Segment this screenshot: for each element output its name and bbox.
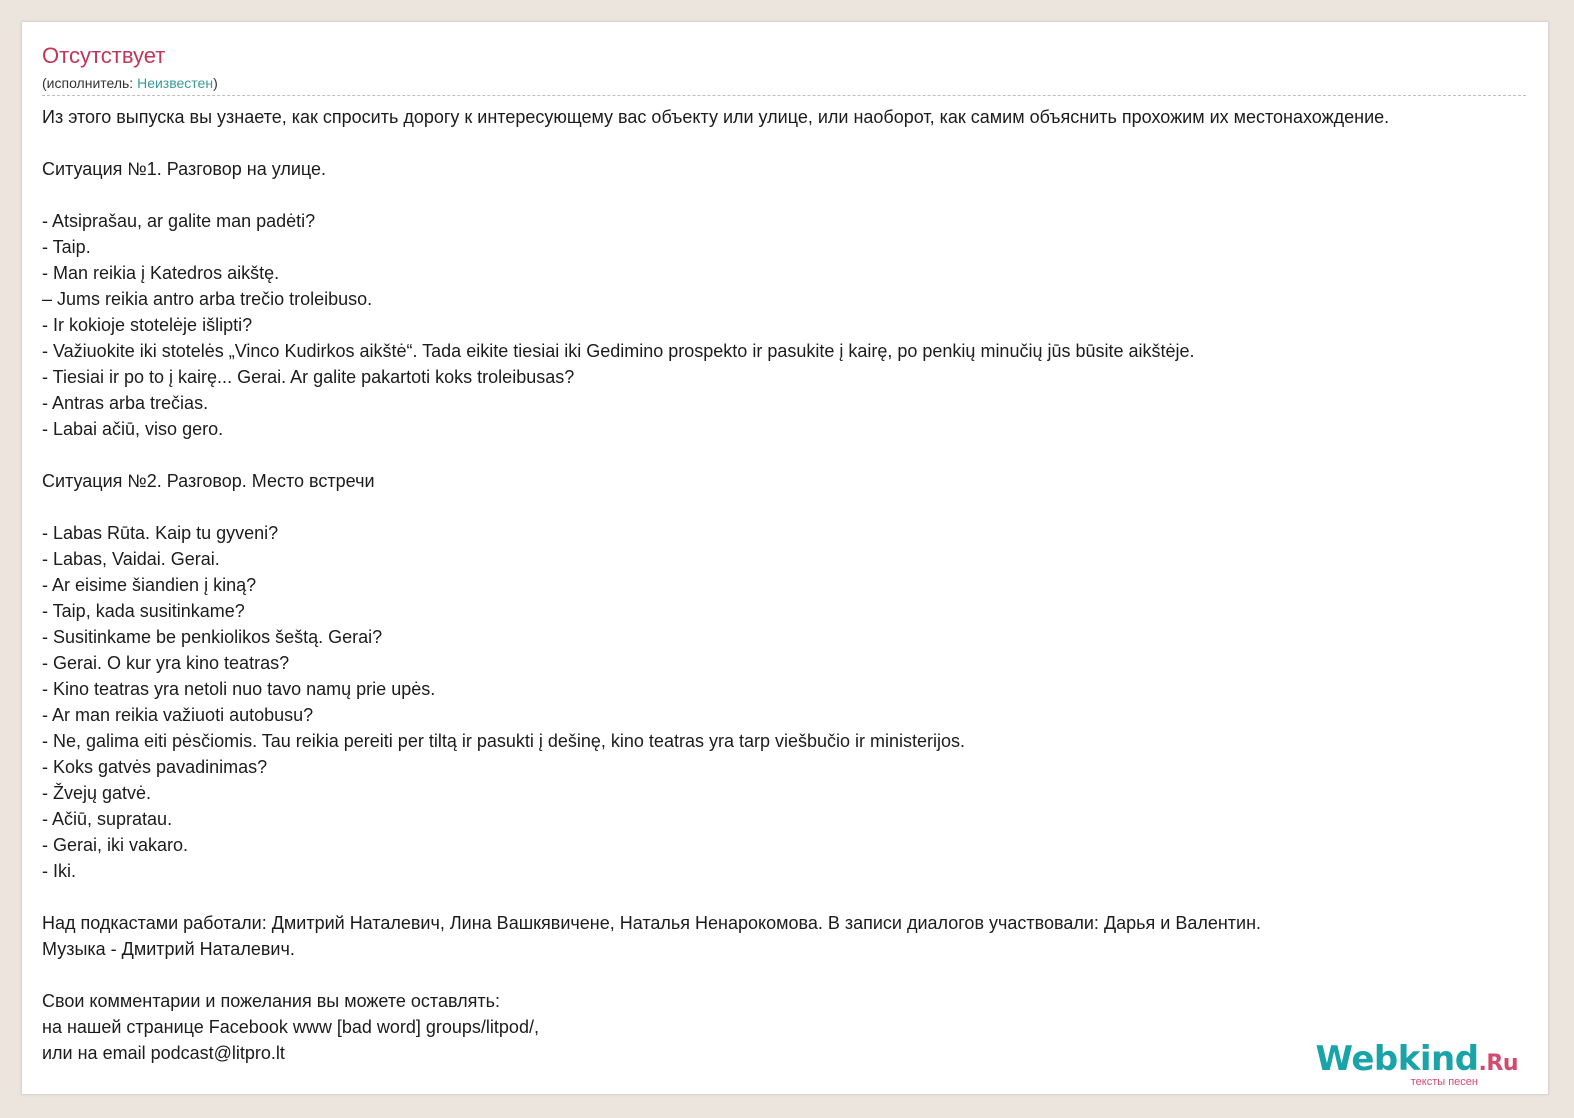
lyrics-line: Ситуация №1. Разговор на улице. [42, 159, 327, 179]
lyrics-line: - Žvejų gatvė. [42, 783, 152, 803]
lyrics-line: Над подкастами работали: Дмитрий Наталевич, Лина Вашкявичене, Наталья Ненарокомова. В записи диалогов участвовали: Дарья и Валентин. [42, 913, 1262, 933]
lyrics-line: - Antras arba trečias. [42, 393, 209, 413]
lyrics-line: - Koks gatvės pavadinimas? [42, 757, 268, 777]
artist-link[interactable]: Неизвестен [137, 75, 214, 91]
lyrics-line: - Taip, kada susitinkame? [42, 601, 245, 621]
song-title: Отсутствует [42, 43, 166, 68]
lyrics-blank-line [42, 884, 1389, 910]
lyrics-card [21, 21, 1549, 1095]
lyrics-line: - Gerai, iki vakaro. [42, 835, 189, 855]
artist-prefix: (исполнитель: [42, 75, 138, 91]
lyrics-line: - Tiesiai ir po to į kairę... Gerai. Ar galite pakartoti koks troleibusas? [42, 367, 575, 387]
lyrics-line: – Jums reikia antro arba trečio troleibuso. [42, 289, 373, 309]
lyrics-blank-line [42, 962, 1389, 988]
lyrics-line: Свои комментарии и пожелания вы можете оставлять: [42, 991, 500, 1011]
artist-suffix: ) [213, 75, 218, 91]
lyrics-line: Из этого выпуска вы узнаете, как спросить дорогу к интересующему вас объекту или улице, или наоборот, как самим объяснить прохожим их местонахождение. [42, 107, 1390, 127]
lyrics-blank-line [42, 494, 1389, 520]
lyrics-line: на нашей странице Facebook www [bad word] groups/litpod/, [42, 1017, 539, 1037]
logo-tagline: тексты песен [1410, 1076, 1478, 1088]
lyrics-blank-line [42, 442, 1389, 468]
lyrics-line: - Ne, galima eiti pėsčiomis. Tau reikia pereiti per tiltą ir pasukti į dešinę, kino teatras yra tarp viešbučio ir ministerijos. [42, 731, 966, 751]
lyrics-line: - Kino teatras yra netoli nuo tavo namų prie upės. [42, 679, 436, 699]
lyrics-line: - Ar man reikia važiuoti autobusu? [42, 705, 314, 725]
lyrics-line: - Labas Rūta. Kaip tu gyveni? [42, 523, 279, 543]
logo-tld: .Ru [1478, 1051, 1518, 1076]
lyrics-line: - Važiuokite iki stotelės „Vinco Kudirkos aikštė“. Tada eikite tiesiai iki Gedimino prospekto ir pasukite į kairę, po penkių minučių jūs būsite aikštėje. [42, 341, 1195, 361]
lyrics-text [42, 104, 1389, 1066]
lyrics-line: - Ir kokioje stotelėje išlipti? [42, 315, 253, 335]
lyrics-line: - Ar eisime šiandien į kiną? [42, 575, 257, 595]
lyrics-blank-line [42, 130, 1389, 156]
lyrics-line: - Labas, Vaidai. Gerai. [42, 549, 220, 569]
lyrics-line: - Taip. [42, 237, 91, 257]
lyrics-line: Ситуация №2. Разговор. Место встречи [42, 471, 375, 491]
logo-wordmark: Webkind [1315, 1039, 1479, 1079]
lyrics-line: - Susitinkame be penkiolikos šeštą. Gerai? [42, 627, 383, 647]
lyrics-blank-line [42, 182, 1389, 208]
artist-line [42, 74, 1526, 92]
song-header [42, 42, 1526, 96]
lyrics-line: - Man reikia į Katedros aikštę. [42, 263, 280, 283]
lyrics-line: - Iki. [42, 861, 76, 881]
site-logo[interactable] [1316, 1041, 1518, 1088]
lyrics-line: - Ačiū, supratau. [42, 809, 173, 829]
lyrics-line: Музыка - Дмитрий Наталевич. [42, 939, 295, 959]
lyrics-line: или на email podcast@litpro.lt [42, 1043, 285, 1063]
lyrics-line: - Labai ačiū, viso gero. [42, 419, 224, 439]
lyrics-line: - Gerai. O kur yra kino teatras? [42, 653, 290, 673]
lyrics-line: - Atsiprašau, ar galite man padėti? [42, 211, 316, 231]
